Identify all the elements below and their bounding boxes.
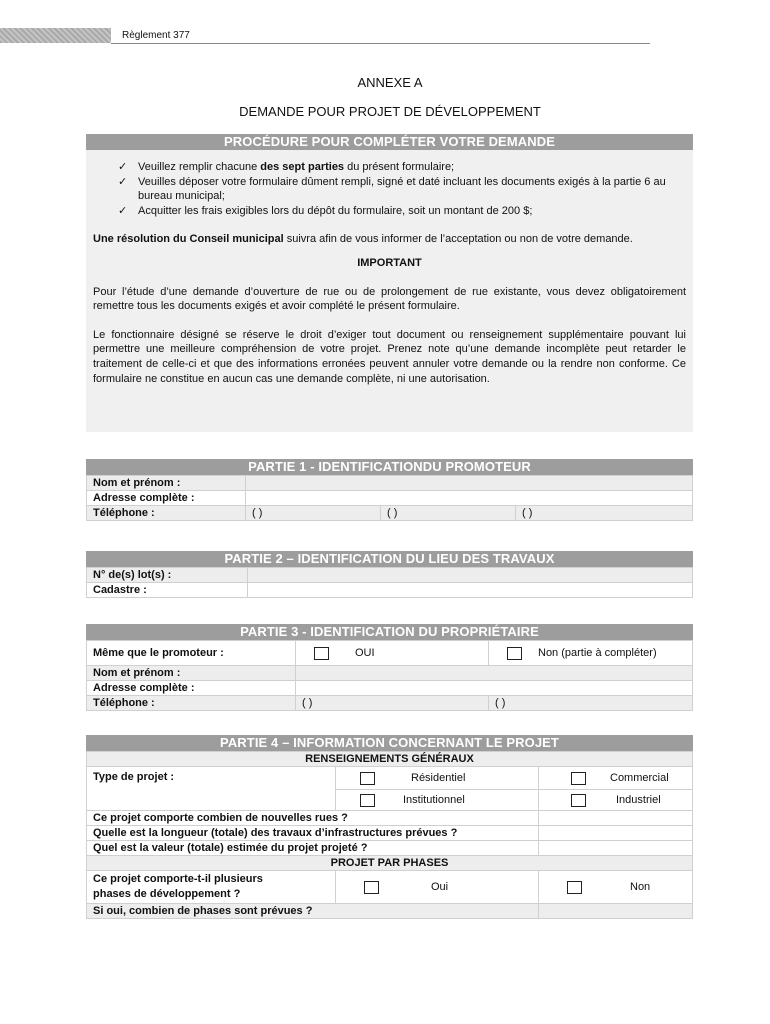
type-label: Type de projet : [87,767,336,811]
phases-oui-label: Oui [431,881,449,893]
question-phases: Ce projet comporte-t-il plusieurs phases de développement ? [87,871,336,904]
resolution-paragraph: Une résolution du Conseil municipal suivra afin de vous informer de l’acceptation ou non de votre demande. [93,233,633,246]
partie3-section [86,624,693,711]
cadastre-field[interactable] [248,583,693,598]
procedure-paragraph-2: Le fonctionnaire désigné se réserve le droit d’exiger tout document ou renseignement supplémentaire pouvant lui permettre une meilleure compréhension de votre projet. Prenez note qu’une demande incomplète peut retarder le traitement de celle-ci et que des informations erronées peuvent annuler votre demande ou la rendre non conforme. Ce formulaire ne constitue en aucun cas une demande complète, ni une autorisation. [93,328,686,385]
telephone-field-2[interactable]: ( ) [489,696,693,711]
industriel-option[interactable] [539,790,693,811]
procedure-paragraph-1: Pour l’étude d’une demande d’ouverture de rue ou de prolongement de rue existante, vous devez obligatoirement remettre tous les documents exigés et avoir complété le présent formulaire. [93,285,686,313]
partie1-section [86,459,693,521]
nom-field[interactable] [296,666,693,681]
telephone-field-2[interactable]: ( ) [381,506,516,521]
telephone-field-3[interactable]: ( ) [516,506,693,521]
non-label: Non (partie à compléter) [538,647,657,659]
telephone-field-1[interactable]: ( ) [296,696,489,711]
procedure-body [86,150,693,432]
partie4-table [86,751,693,919]
checkbox-icon[interactable] [364,881,379,894]
checkbox-icon[interactable] [571,794,586,807]
institutionnel-option[interactable] [336,790,539,811]
oui-label: OUI [355,647,375,659]
partie1-heading: PARTIE 1 - IDENTIFICATIONDU PROMOTEUR [86,459,693,475]
header-decoration-bar [0,28,111,43]
oui-option[interactable] [296,641,489,666]
checkbox-icon[interactable] [567,881,582,894]
checkbox-icon[interactable] [360,794,375,807]
checklist-item: ✓ Veuilles déposer votre formulaire dûment rempli, signé et daté incluant les documents exigés à la partie 6 au bureau municipal; [118,175,666,203]
renseignements-heading: RENSEIGNEMENTS GÉNÉRAUX [87,752,693,767]
header-rule [111,43,650,44]
lots-label: N° de(s) lot(s) : [87,568,248,583]
phases-non-label: Non [630,881,651,893]
adresse-field[interactable] [246,491,693,506]
phases-heading: PROJET PAR PHASES [87,856,693,871]
checkmark-icon: ✓ [118,204,128,217]
meme-label: Même que le promoteur : [87,641,296,666]
checkbox-icon[interactable] [571,772,586,785]
nombre-phases-field[interactable] [539,904,693,919]
telephone-label: Téléphone : [87,696,296,711]
adresse-label: Adresse complète : [87,491,246,506]
question-longueur: Quelle est la longueur (totale) des travaux d’infrastructures prévues ? [87,826,539,841]
question-nombre-phases: Si oui, combien de phases sont prévues ? [87,904,539,919]
nom-field[interactable] [246,476,693,491]
residentiel-option[interactable] [336,767,539,790]
residentiel-label: Résidentiel [411,772,466,784]
question-valeur: Quel est la valeur (totale) estimée du projet projeté ? [87,841,539,856]
partie3-heading: PARTIE 3 - IDENTIFICATION DU PROPRIÉTAIRE [86,624,693,640]
question-rues: Ce projet comporte combien de nouvelles rues ? [87,811,539,826]
telephone-label: Téléphone : [87,506,246,521]
checklist-item: ✓ Veuillez remplir chacune des sept parties du présent formulaire; [118,161,455,173]
procedure-section [86,134,693,432]
phases-non-option[interactable] [539,871,693,904]
checkbox-icon[interactable] [314,647,329,660]
procedure-checklist [93,160,686,218]
nom-label: Nom et prénom : [87,666,296,681]
partie4-section [86,735,693,919]
partie2-heading: PARTIE 2 – IDENTIFICATION DU LIEU DES TRAVAUX [86,551,693,567]
industriel-label: Industriel [616,794,661,806]
partie3-table [86,640,693,711]
reglement-label: Règlement 377 [122,30,190,41]
adresse-field[interactable] [296,681,693,696]
annexe-title: ANNEXE A [357,75,423,90]
partie2-section [86,551,693,598]
important-heading: IMPORTANT [357,256,422,269]
longueur-field[interactable] [539,826,693,841]
rues-field[interactable] [539,811,693,826]
checklist-item: ✓ Acquitter les frais exigibles lors du dépôt du formulaire, soit un montant de 200 $; [118,204,533,217]
valeur-field[interactable] [539,841,693,856]
partie4-heading: PARTIE 4 – INFORMATION CONCERNANT LE PROJET [86,735,693,751]
non-option[interactable] [489,641,693,666]
telephone-field-1[interactable]: ( ) [246,506,381,521]
cadastre-label: Cadastre : [87,583,248,598]
commercial-option[interactable] [539,767,693,790]
nom-label: Nom et prénom : [87,476,246,491]
commercial-label: Commercial [610,772,669,784]
checkbox-icon[interactable] [360,772,375,785]
partie1-table [86,475,693,521]
checkmark-icon: ✓ [118,161,128,173]
checkmark-icon: ✓ [118,175,128,188]
phases-oui-option[interactable] [336,871,539,904]
adresse-label: Adresse complète : [87,681,296,696]
partie2-table [86,567,693,598]
procedure-heading: PROCÉDURE POUR COMPLÉTER VOTRE DEMANDE [86,134,693,150]
lots-field[interactable] [248,568,693,583]
form-title: DEMANDE POUR PROJET DE DÉVELOPPEMENT [239,104,541,119]
checkbox-icon[interactable] [507,647,522,660]
institutionnel-label: Institutionnel [403,794,465,806]
